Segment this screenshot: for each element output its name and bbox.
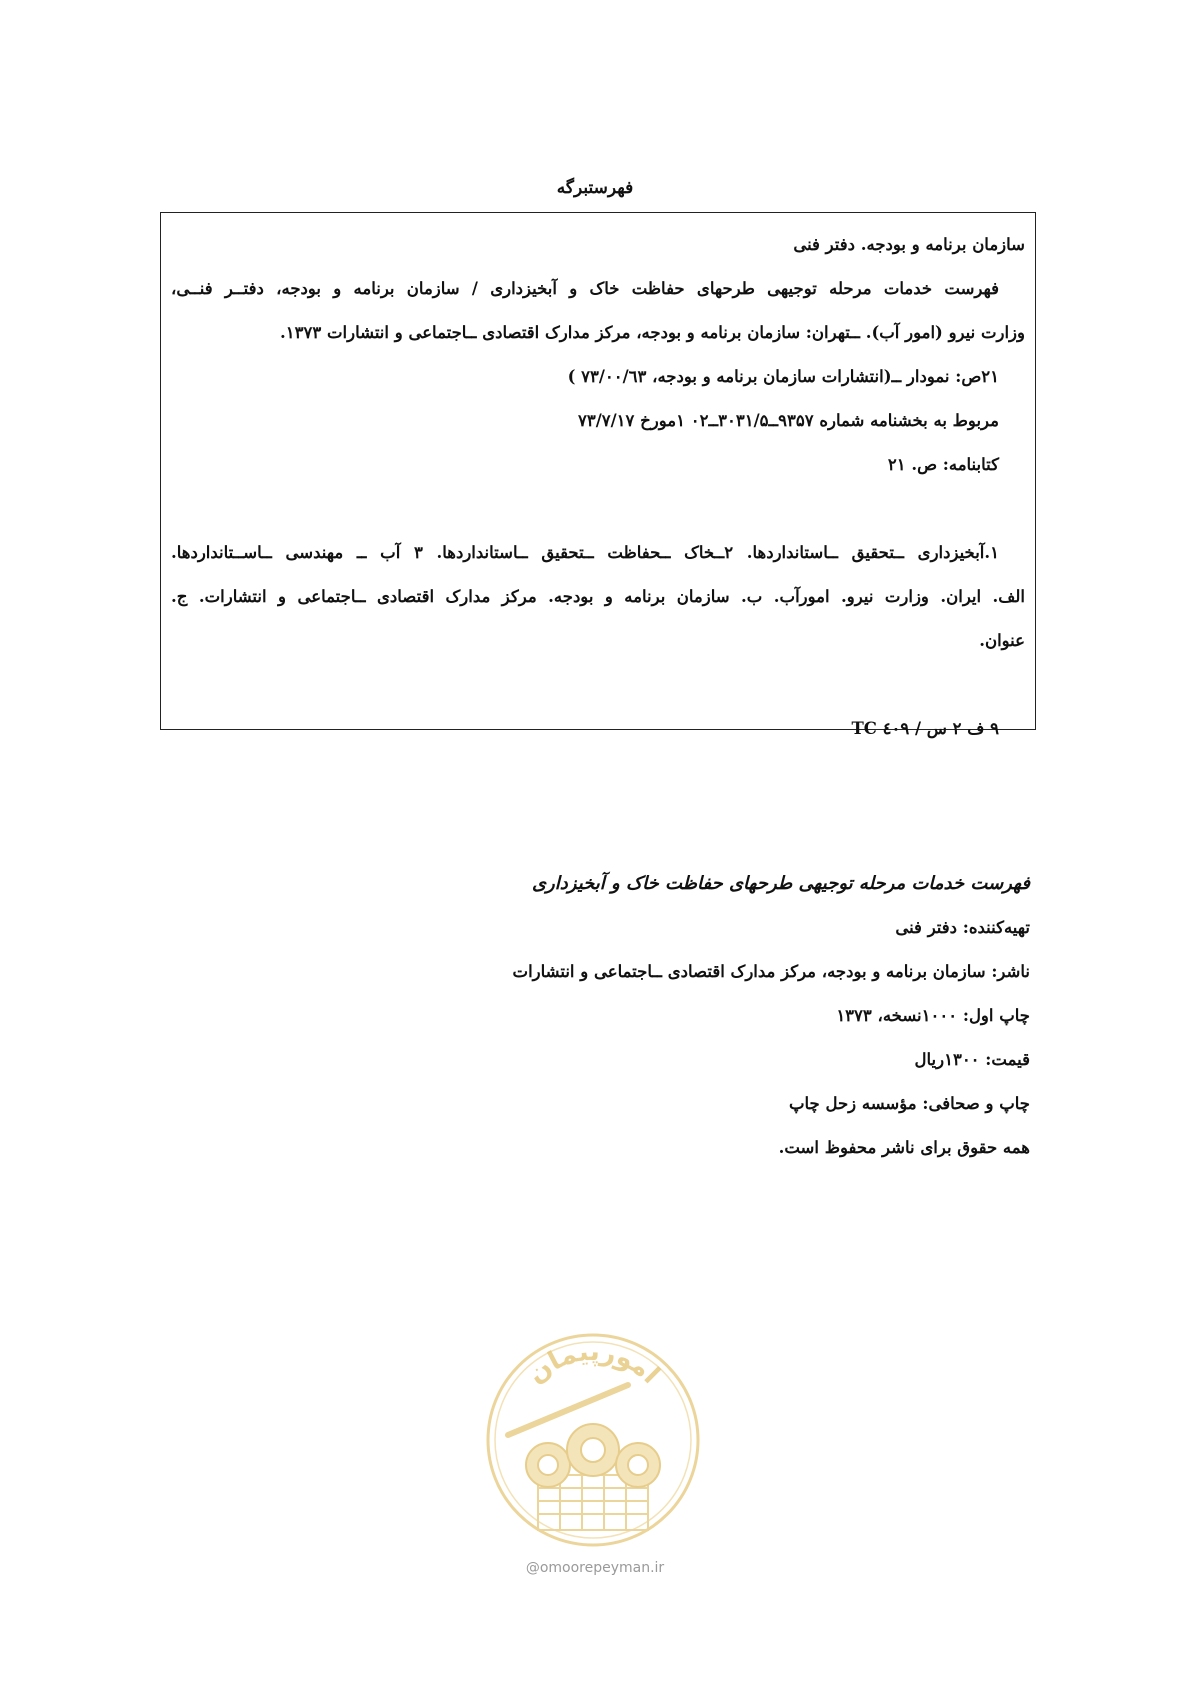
svg-text:امورپیمان [522, 1337, 665, 1390]
colophon-publisher: ناشر: سازمان برنامه و بودجه، مرکز مدارک اقتصادی ــاجتماعی و انتشارات [512, 962, 1030, 981]
cataloging-box [160, 212, 1036, 738]
catalog-related-note: مربوط به بخشنامه شماره ۹۳۵۷ــ۳۰۳۱/۵ــ۰۲ ۱مورخ ۷۳/۷/۱۷ [577, 411, 999, 430]
catalog-call-number: ۹ ف ۲ س / ٤۰۹ TC [851, 719, 999, 738]
catalog-subjects-line-1: ۱.آبخیزداری ــتحقیق ــاستانداردها. ۲ــخاک ــحفاظت ــتحقیق ــاستانداردها. ۳ آب ــ مهندسی ــاســتانداردها. [171, 543, 999, 562]
catalog-gap-2 [171, 663, 1025, 707]
catalog-author: سازمان برنامه و بودجه. دفتر فنی [793, 235, 1025, 254]
catalog-title-line-2: وزارت نیرو (امور آب). ــتهران: سازمان برنامه و بودجه، مرکز مدارک اقتصادی ــاجتماعی و انتشارات ۱۳۷۳. [280, 323, 1025, 342]
watermark-logo-icon [478, 1325, 708, 1555]
colophon-price: قیمت: ۱۳۰۰ریال [914, 1050, 1030, 1069]
page-heading: فهرستبرگه [556, 178, 634, 198]
watermark-logo-text: امورپیمان [521, 1336, 666, 1390]
catalog-bibliography: کتابنامه: ص. ۲۱ [887, 455, 999, 474]
colophon [330, 862, 1030, 1170]
colophon-rights: همه حقوق برای ناشر محفوظ است. [778, 1138, 1030, 1157]
catalog-physical-description: ۲۱ص: نمودار ــ(انتشارات سازمان برنامه و بودجه، ۷۳/۰۰/٦۳ ) [567, 367, 999, 386]
catalog-subjects-line-2: الف. ایران. وزارت نیرو. امورآب. ب. سازمان برنامه و بودجه. مرکز مدارک اقتصادی ــاجتماعی و انتشارات. ج. [171, 587, 1025, 606]
catalog-title-line-1: فهرست خدمات مرحله توجیهی طرحهای حفاظت خاک و آبخیزداری / سازمان برنامه و بودجه، دفتــر فنــی، [171, 279, 999, 298]
catalog-gap [171, 487, 1025, 531]
catalog-subjects-line-3: عنوان. [979, 631, 1025, 650]
watermark-url: @omoorepeyman.ir [525, 1560, 665, 1576]
colophon-edition: چاپ اول: ۱۰۰۰نسخه، ۱۳۷۳ [836, 1006, 1030, 1025]
colophon-printing: چاپ و صحافی: مؤسسه زحل چاپ [788, 1094, 1030, 1113]
colophon-preparer: تهیه‌کننده: دفتر فنی [895, 918, 1030, 937]
colophon-title: فهرست خدمات مرحله توجیهی طرحهای حفاظت خاک و آبخیزداری [531, 873, 1030, 894]
